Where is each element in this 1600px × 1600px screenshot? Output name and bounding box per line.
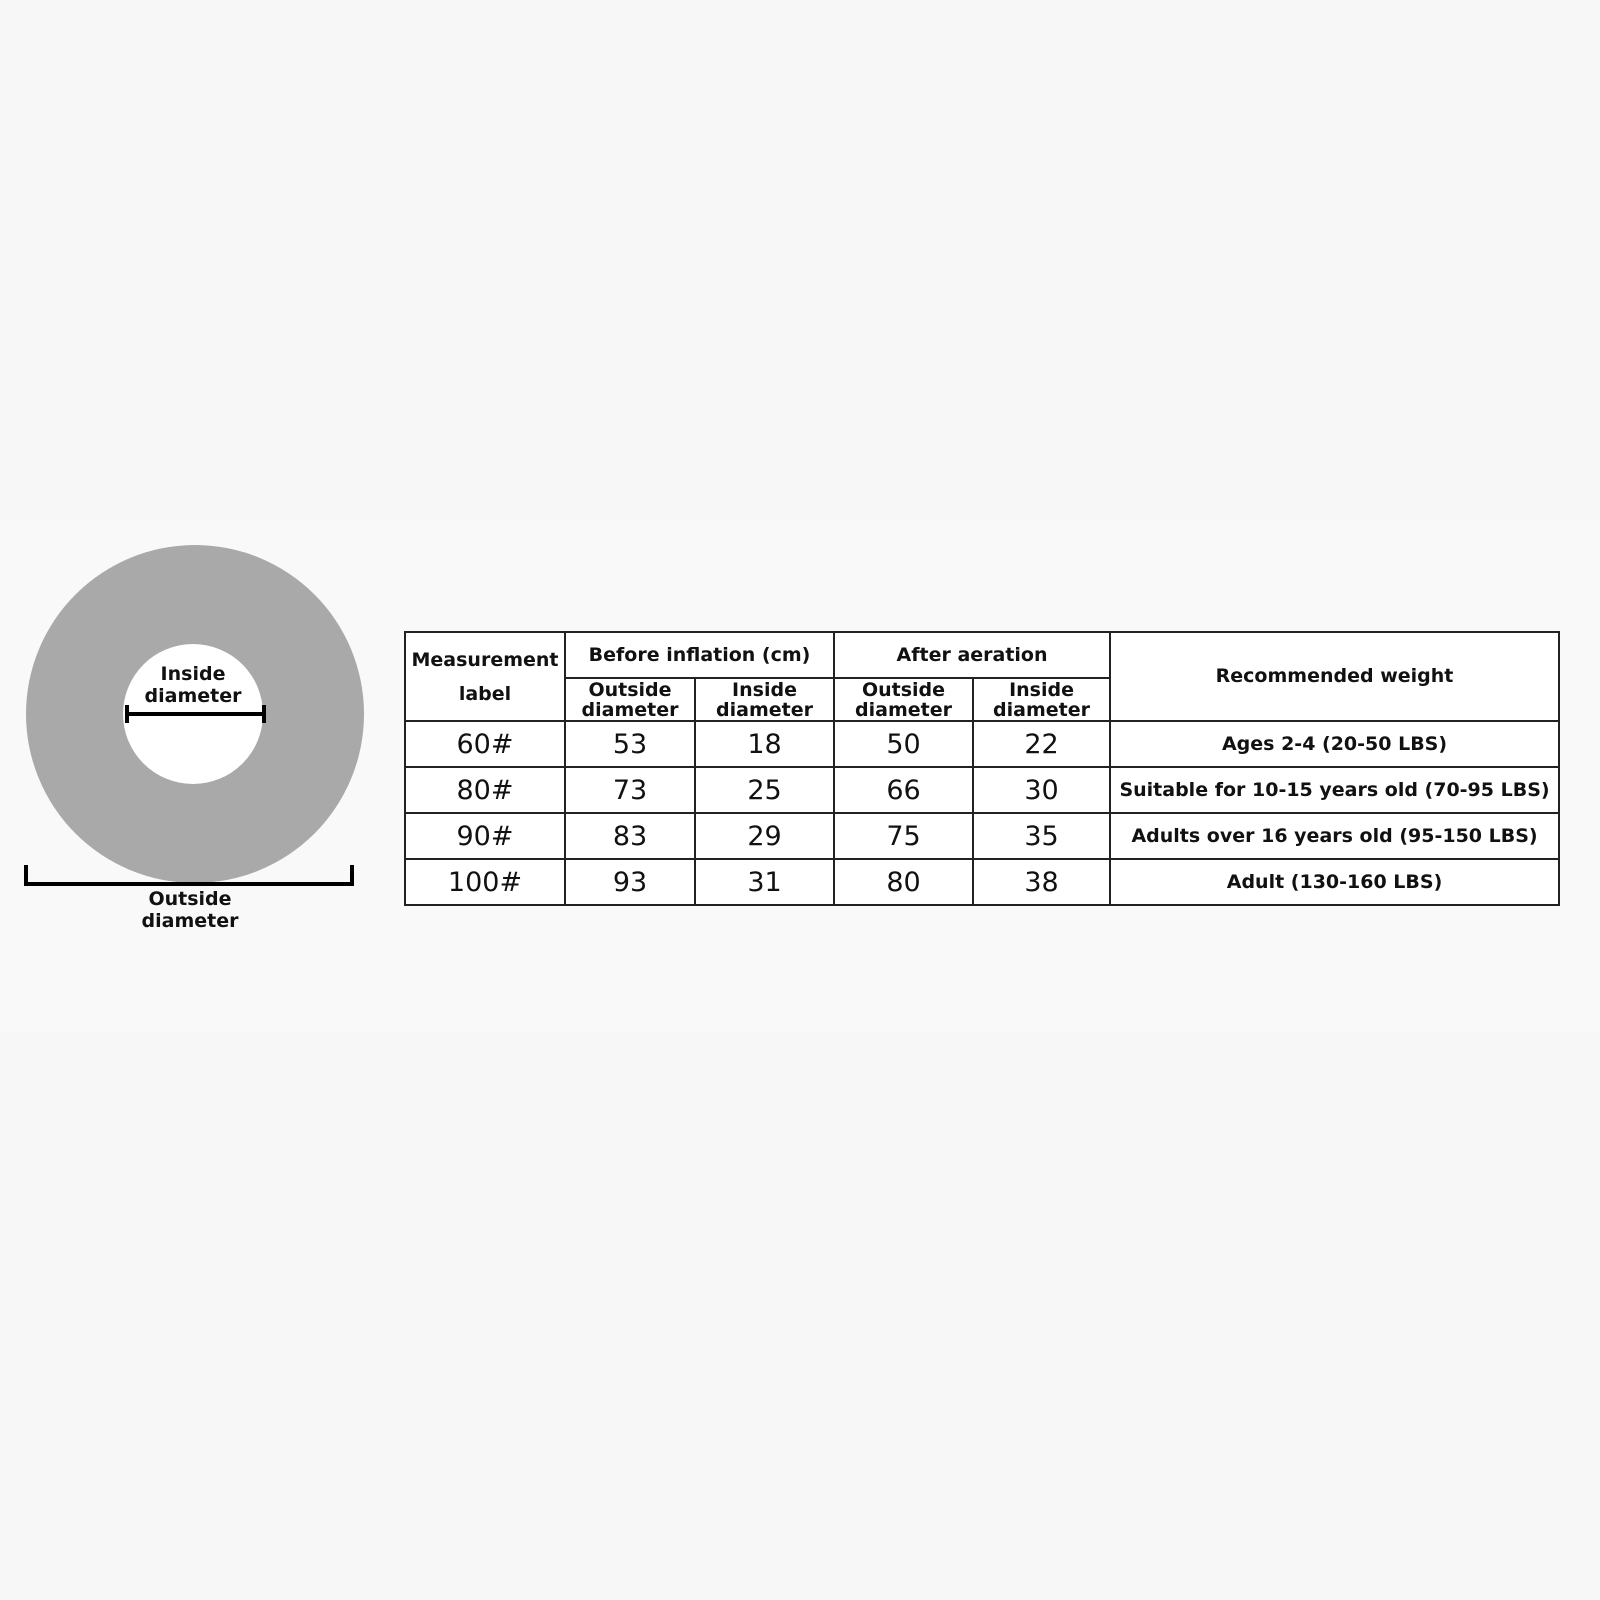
table-row (405, 859, 1559, 905)
header-before-inside: Inside diameter (695, 678, 834, 721)
cell-before-outside: 93 (565, 859, 695, 905)
cell-weight: Ages 2-4 (20-50 LBS) (1110, 721, 1559, 767)
cell-before-inside: 31 (695, 859, 834, 905)
cell-label: 100# (405, 859, 565, 905)
header-after-outside: Outside diameter (834, 678, 973, 721)
header-before-outside: Outside diameter (565, 678, 695, 721)
cell-before-inside: 29 (695, 813, 834, 859)
cell-before-outside: 83 (565, 813, 695, 859)
cell-after-inside: 38 (973, 859, 1110, 905)
cell-before-inside: 25 (695, 767, 834, 813)
cell-after-outside: 80 (834, 859, 973, 905)
cell-label: 80# (405, 767, 565, 813)
outside-diameter-label: Outside diameter (141, 888, 239, 932)
cell-weight: Suitable for 10-15 years old (70-95 LBS) (1110, 767, 1559, 813)
cell-weight: Adult (130-160 LBS) (1110, 859, 1559, 905)
inside-diameter-label: Inside diameter (144, 663, 242, 707)
cell-before-outside: 73 (565, 767, 695, 813)
cell-weight: Adults over 16 years old (95-150 LBS) (1110, 813, 1559, 859)
cell-after-inside: 22 (973, 721, 1110, 767)
cell-label: 60# (405, 721, 565, 767)
cell-after-inside: 30 (973, 767, 1110, 813)
header-before-inflation: Before inflation (cm) (565, 632, 834, 678)
cell-after-outside: 66 (834, 767, 973, 813)
cell-before-outside: 53 (565, 721, 695, 767)
size-table (404, 631, 1560, 906)
table-header-row (405, 632, 1559, 678)
cell-after-outside: 75 (834, 813, 973, 859)
table-row (405, 813, 1559, 859)
header-after-inside: Inside diameter (973, 678, 1110, 721)
cell-label: 90# (405, 813, 565, 859)
cell-before-inside: 18 (695, 721, 834, 767)
ring-diagram (26, 545, 364, 883)
table-row (405, 721, 1559, 767)
table-row (405, 767, 1559, 813)
cell-after-inside: 35 (973, 813, 1110, 859)
header-after-aeration: After aeration (834, 632, 1110, 678)
header-measurement-label: Measurement label (405, 632, 565, 721)
header-recommended-weight: Recommended weight (1110, 632, 1559, 721)
cell-after-outside: 50 (834, 721, 973, 767)
